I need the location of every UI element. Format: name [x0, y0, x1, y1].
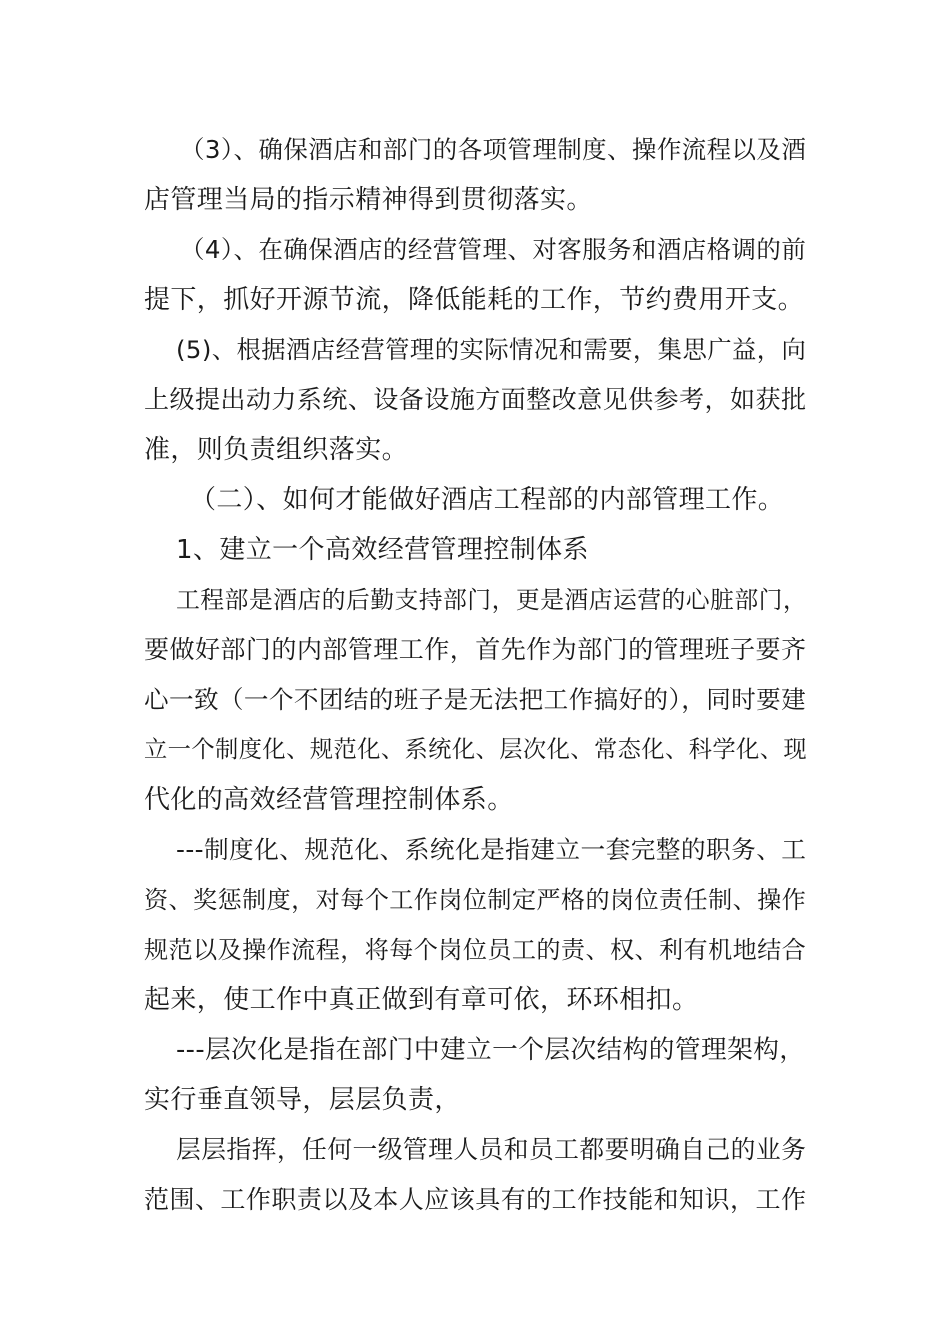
paragraph-line: （4）、在确保酒店的经营管理、对客服务和酒店格调的前	[180, 235, 807, 264]
paragraph-line: 范围、工作职责以及本人应该具有的工作技能和知识，工作	[144, 1185, 807, 1214]
section-heading: （二）、如何才能做好酒店工程部的内部管理工作。	[190, 485, 785, 515]
paragraph-line: 店管理当局的指示精神得到贯彻落实。	[144, 185, 593, 215]
subsection-heading: 1、建立一个高效经营管理控制体系	[176, 535, 589, 565]
paragraph-line: ---制度化、规范化、系统化是指建立一套完整的职务、工	[176, 835, 807, 864]
paragraph-line: 规范以及操作流程，将每个岗位员工的责、权、利有机地结合	[144, 936, 807, 964]
paragraph-line: 立一个制度化、规范化、系统化、层次化、常态化、科学化、现	[144, 736, 808, 763]
paragraph-line: 心一致（一个不团结的班子是无法把工作搞好的），同时要建	[144, 685, 807, 714]
paragraph-line: 代化的高效经营管理控制体系。	[144, 785, 514, 815]
paragraph-line: 提下，抓好开源节流，降低能耗的工作，节约费用开支。	[144, 285, 805, 315]
paragraph-line: （3）、确保酒店和部门的各项管理制度、操作流程以及酒	[180, 135, 807, 164]
paragraph-line: ---层次化是指在部门中建立一个层次结构的管理架构，	[176, 1035, 806, 1065]
paragraph-line: 准，则负责组织落实。	[144, 435, 409, 465]
paragraph-line: 要做好部门的内部管理工作，首先作为部门的管理班子要齐	[144, 635, 807, 664]
paragraph-line: (5)、根据酒店经营管理的实际情况和需要，集思广益，向	[176, 335, 807, 364]
paragraph-line: 层层指挥，任何一级管理人员和员工都要明确自己的业务	[176, 1135, 807, 1164]
paragraph-line: 起来，使工作中真正做到有章可依，环环相扣。	[144, 985, 699, 1015]
paragraph-line: 资、奖惩制度，对每个工作岗位制定严格的岗位责任制、操作	[144, 886, 807, 914]
paragraph-line: 上级提出动力系统、设备设施方面整改意见供参考，如获批	[144, 385, 807, 414]
paragraph-line: 实行垂直领导，层层负责，	[144, 1085, 461, 1115]
paragraph-line: 工程部是酒店的后勤支持部门，更是酒店运营的心脏部门，	[176, 586, 808, 614]
